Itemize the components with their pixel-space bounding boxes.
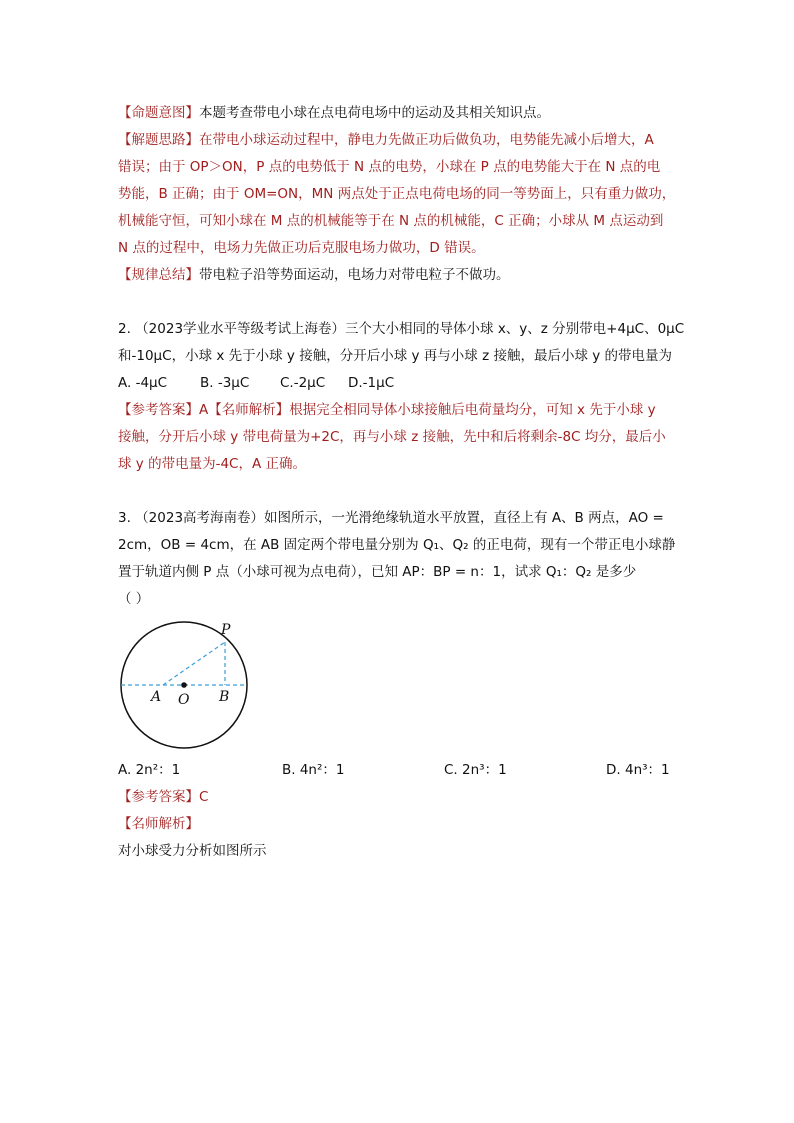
q3-stem-line-2: 2cm，OB = 4cm，在 AB 固定两个带电量分别为 Q₁、Q₂ 的正电荷，现有一个带正电小球静 [118,537,676,553]
q2-stem-line-2: 和-10μC，小球 x 先于小球 y 接触，分开后小球 y 再与小球 z 接触，最后小球 y 的带电量为 [118,348,673,364]
circle-diagram [118,619,258,749]
label-o: O [178,692,190,708]
q2-answer-tag: 【参考答案】 [118,402,199,418]
intent-paragraph [118,100,678,127]
q2-answer-line: 【参考答案】A【名师解析】根据完全相同导体小球接触后电荷量均分，可知 x 先于小球 y [118,402,656,418]
spacer [118,289,678,316]
q2-option-b: B. -3μC [200,375,250,391]
idea-line-3: 势能，B 正确；由于 OM=ON，MN 两点处于正点电荷电场的同一等势面上，只有重力做功， [118,186,676,202]
q3-circle-figure [118,619,678,749]
q3-answer: C [199,789,209,805]
idea-line-1: 【解题思路】在带电小球运动过程中，静电力先做正功后做负功，电势能先减小后增大，A [118,132,654,148]
document-content [118,100,685,865]
q3-answer-line [118,784,678,811]
rule-tag: 【规律总结】 [118,267,199,283]
q3-options [118,757,678,784]
q2-answer: A [199,402,209,418]
q2-analysis-line-3: 球 y 的带电量为-4C，A 正确。 [118,456,306,472]
q2-analysis-line-2: 接触，分开后小球 y 带电荷量为+2C，再与小球 z 接触，先中和后将剩余-8C 均分，最后小 [118,429,666,445]
q3-analysis-tag: 【名师解析】 [118,816,199,832]
idea-tag: 【解题思路】 [118,132,199,148]
q3-analysis-text: 对小球受力分析如图所示 [118,843,267,859]
center-point [181,682,187,688]
intent-tag: 【命题意图】 [118,105,199,121]
q3-stem-line-4: （ ） [118,591,150,607]
q3-stem-line-1: 3. （2023高考海南卷）如图所示，一光滑绝缘轨道水平放置，直径上有 A、B 两点，AO = [118,510,664,526]
q2-options [118,370,678,397]
q2-option-c: C.-2μC [280,375,326,391]
segment-ap [163,642,225,685]
rule-paragraph [118,262,678,289]
label-a: A [151,689,162,705]
idea-line-4: 机械能守恒，可知小球在 M 点的机械能等于在 N 点的机械能，C 正确；小球从 M 点运动到 [118,213,664,229]
q3-option-b: B. 4n²：1 [282,762,345,778]
idea-line-5: N 点的过程中，电场力先做正功后克服电场力做功，D 错误。 [118,240,485,256]
q2-option-d: D.-1μC [348,375,395,391]
q3-answer-tag: 【参考答案】 [118,789,199,805]
spacer [118,478,678,505]
idea-line-2: 错误；由于 OP＞ON，P 点的电势低于 N 点的电势，小球在 P 点的电势能大于在 N 点的电 [118,159,661,175]
q3-stem-line-3: 置于轨道内侧 P 点（小球可视为点电荷），已知 AP：BP = n：1，试求 Q₁：Q₂ 是多少 [118,564,637,580]
intent-text: 本题考查带电小球在点电荷电场中的运动及其相关知识点。 [199,105,550,121]
rule-text: 带电粒子沿等势面运动，电场力对带电粒子不做功。 [199,267,510,283]
q3-option-c: C. 2n³：1 [444,762,507,778]
q3-option-d: D. 4n³：1 [606,762,670,778]
q2-analysis-tag: 【名师解析】 [208,402,290,418]
label-b: B [219,689,230,705]
q2-option-a: A. -4μC [118,375,168,391]
q2-stem-line-1: 2. （2023学业水平等级考试上海卷）三个大小相同的导体小球 x、y、z 分别带电+4μC、0μC [118,321,685,337]
label-p: P [221,622,231,638]
q3-option-a: A. 2n²：1 [118,762,181,778]
